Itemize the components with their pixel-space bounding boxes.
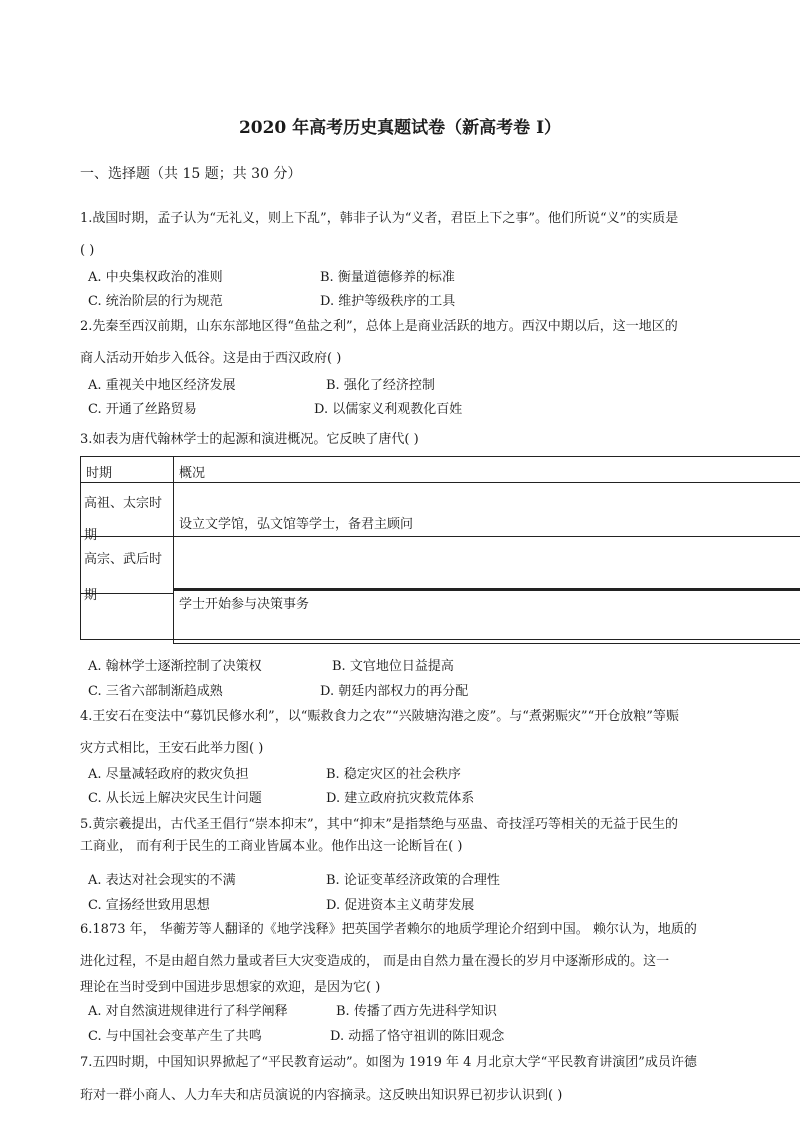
- q6-stem-line2: 进化过程，不是由超自然力量或者巨大灾变造成的， 而是由自然力量在漫长的岁月中逐渐形成的。这一: [80, 954, 670, 969]
- q6-option-a: A. 对自然演进规律进行了科学阐释: [88, 1004, 288, 1019]
- q3-table-row1-period-b: 期: [84, 528, 98, 543]
- q1-stem-line2: ( ): [80, 243, 95, 258]
- q4-stem-line2: 灾方式相比，王安石此举力图( ): [80, 741, 264, 756]
- section-heading: 一、选择题（共 15 题；共 30 分）: [80, 166, 302, 182]
- q6-option-c: C. 与中国社会变革产生了共鸣: [88, 1029, 262, 1044]
- q7-stem-line1: 7.五四时期，中国知识界掀起了“平民教育运动”。如图为 1919 年 4 月北京大学“平民教育讲演团”成员许德: [80, 1055, 697, 1070]
- q1-option-c: C. 统治阶层的行为规范: [88, 294, 223, 309]
- q5-option-a: A. 表达对社会现实的不满: [88, 873, 236, 888]
- q2-stem-line1: 2.先秦至西汉前期，山东东部地区得“鱼盐之利”，总体上是商业活跃的地方。西汉中期以后，这一地区的: [80, 319, 678, 334]
- q5-option-d: D. 促进资本主义萌芽发展: [326, 898, 475, 913]
- q3-table-row2-text: 学士开始参与决策事务: [179, 597, 310, 612]
- q3-table: [80, 456, 800, 644]
- q5-stem-line2: 工商业， 而有利于民生的工商业皆属本业。他作出这一论断旨在( ): [80, 839, 463, 854]
- q6-stem-line1: 6.1873 年， 华蘅芳等人翻译的《地学浅释》把英国学者赖尔的地质学理论介绍到中国。 赖尔认为，地质的: [80, 922, 697, 937]
- q3-table-header-overview: 概况: [179, 466, 206, 481]
- q1-option-a: A. 中央集权政治的准则: [88, 270, 223, 285]
- q3-option-d: D. 朝廷内部权力的再分配: [320, 684, 469, 699]
- q3-option-c: C. 三省六部制渐趋成熟: [88, 684, 223, 699]
- q1-option-b: B. 衡量道德修养的标准: [320, 270, 455, 285]
- q5-option-b: B. 论证变革经济政策的合理性: [326, 873, 500, 888]
- q3-table-header-period: 时期: [86, 466, 113, 481]
- q3-table-row1-text: 设立文学馆，弘文馆等学士，备君主顾问: [179, 517, 414, 532]
- q6-stem-line3: 理论在当时受到中国进步思想家的欢迎，是因为它( ): [80, 980, 381, 995]
- q3-table-header-divider: [80, 482, 800, 483]
- q3-table-row2-period-a: 高宗、武后时: [84, 552, 163, 567]
- exam-title: 2020 年高考历史真题试卷（新高考卷 I）: [238, 118, 562, 138]
- q6-option-b: B. 传播了西方先进科学知识: [336, 1004, 497, 1019]
- q4-stem-line1: 4.王安石在变法中“募饥民修水利”，以“赈救食力之农”“兴陂塘沟港之废”。与“煮粥赈灾”“开仓放粮”等赈: [80, 709, 679, 724]
- q1-stem-line1: 1.战国时期，孟子认为“无礼义，则上下乱”，韩非子认为“义者，君臣上下之事”。他们所说“义”的实质是: [80, 211, 679, 226]
- q2-option-d: D. 以儒家义利观教化百姓: [314, 402, 463, 417]
- q4-option-b: B. 稳定灾区的社会秩序: [326, 767, 461, 782]
- q3-option-a: A. 翰林学士逐渐控制了决策权: [88, 659, 262, 674]
- q7-stem-line2: 珩对一群小商人、人力车夫和店员演说的内容摘录。这反映出知识界已初步认识到( ): [80, 1088, 563, 1103]
- q2-option-b: B. 强化了经济控制: [326, 378, 435, 393]
- q2-option-a: A. 重视关中地区经济发展: [88, 378, 236, 393]
- q3-table-row1-period-a: 高祖、太宗时: [84, 496, 163, 511]
- q3-option-b: B. 文官地位日益提高: [332, 659, 454, 674]
- q4-option-c: C. 从长远上解决灾民生计问题: [88, 791, 262, 806]
- q5-option-c: C. 宣扬经世致用思想: [88, 898, 210, 913]
- q5-stem-line1: 5.黄宗羲提出，古代圣王倡行“崇本抑末”，其中“抑末”是指禁绝与巫蛊、奇技淫巧等相关的无益于民生的: [80, 817, 678, 832]
- q3-table-row2-period-b: 期: [84, 588, 98, 603]
- q2-option-c: C. 开通了丝路贸易: [88, 402, 197, 417]
- q4-option-d: D. 建立政府抗灾救荒体系: [326, 791, 475, 806]
- q3-table-row-divider: [80, 536, 800, 537]
- q3-stem-line1: 3.如表为唐代翰林学士的起源和演进概况。它反映了唐代( ): [80, 432, 419, 447]
- q4-option-a: A. 尽量减轻政府的救灾负担: [88, 767, 249, 782]
- q2-stem-line2: 商人活动开始步入低谷。这是由于西汉政府( ): [80, 351, 342, 366]
- q1-option-d: D. 维护等级秩序的工具: [320, 294, 456, 309]
- q6-option-d: D. 动摇了恪守祖训的陈旧观念: [330, 1029, 505, 1044]
